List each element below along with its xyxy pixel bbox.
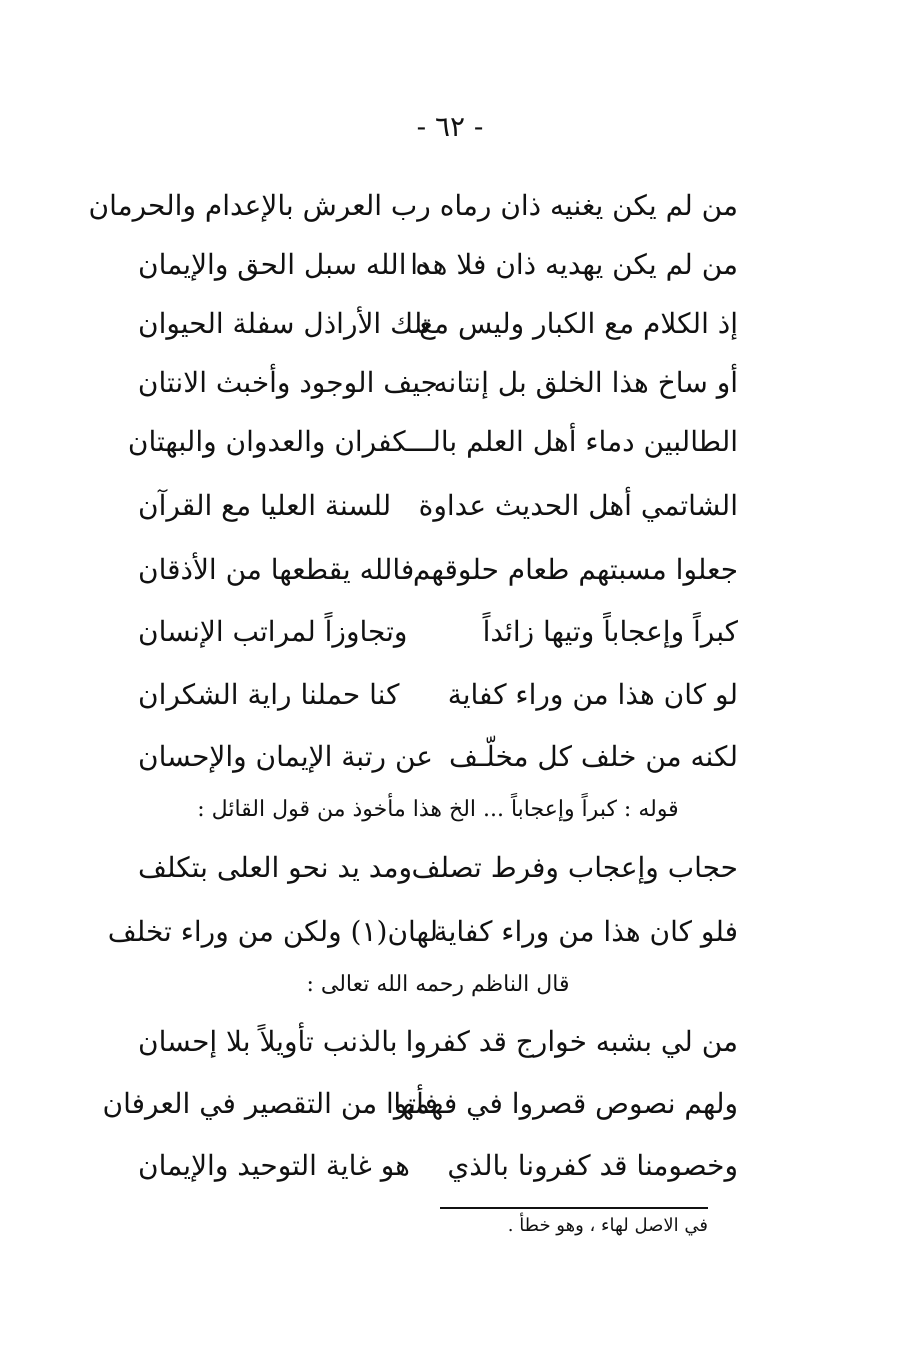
quoted-verse-line bbox=[107, 907, 738, 957]
poet-intro: قال الناظم رحمه الله تعالى : bbox=[306, 972, 570, 997]
verse-second-hemistich: كنا حملنا راية الشكران bbox=[138, 678, 400, 711]
verse-line bbox=[88, 181, 738, 231]
verse-line bbox=[138, 299, 738, 349]
verse-first-hemistich: حجاب وإعجاب وفرط تصلف bbox=[411, 851, 738, 884]
verse-second-hemistich: وتجاوزاً لمراتب الإنسان bbox=[138, 615, 408, 648]
verse-first-hemistich: فلو كان هذا من وراء كفاية bbox=[433, 915, 738, 948]
verse-line bbox=[138, 240, 738, 290]
verse-line bbox=[138, 358, 738, 408]
verse-first-hemistich: كبراً وإعجاباً وتيها زائداً bbox=[482, 615, 738, 648]
verse-second-hemistich: لهان(١) ولكن من وراء تخلف bbox=[107, 915, 438, 948]
verse-first-hemistich: إذ الكلام مع الكبار وليس مع bbox=[419, 307, 738, 340]
verse-first-hemistich: لكنه من خلف كل مخلّـف bbox=[449, 740, 738, 773]
verse-second-hemistich: فالله يقطعها من الأذقان bbox=[138, 553, 415, 586]
verse-first-hemistich: جعلوا مسبتهم طعام حلوقهم bbox=[412, 553, 738, 586]
footnote: في الاصل لهاء ، وهو خطأ . bbox=[507, 1215, 708, 1236]
verse-line bbox=[102, 1079, 738, 1129]
verse-second-hemistich: للسنة العليا مع القرآن bbox=[138, 489, 392, 522]
verse-second-hemistich: ه الله سبل الحق والإيمان bbox=[138, 248, 431, 281]
verse-line bbox=[138, 481, 738, 531]
verse-first-hemistich: الطالبين دماء أهل العلم بالـــكفران والعدوان والبهتان bbox=[127, 425, 738, 458]
quote-intro: قوله : كبراً وإعجاباً ... الخ هذا مأخوذ من قول القائل : bbox=[197, 797, 679, 822]
verse-second-hemistich: عن رتبة الإيمان والإحسان bbox=[138, 740, 433, 773]
verse-first-hemistich: وخصومنا قد كفرونا بالذي bbox=[447, 1149, 738, 1182]
quoted-verse-line bbox=[138, 843, 738, 893]
verse-line bbox=[138, 732, 738, 782]
verse-line bbox=[138, 1141, 738, 1191]
verse-first-hemistich: من لم يكن يهديه ذان فلا هدا bbox=[410, 248, 738, 281]
verse-first-hemistich: لو كان هذا من وراء كفاية bbox=[447, 678, 738, 711]
verse-line bbox=[127, 417, 738, 467]
verse-second-hemistich: بالذنب تأويلاً بلا إحسان bbox=[138, 1025, 398, 1058]
verse-line bbox=[138, 1017, 738, 1067]
page-number: - ٦٢ - bbox=[416, 110, 484, 143]
verse-second-hemistich: هو غاية التوحيد والإيمان bbox=[138, 1149, 410, 1182]
verse-first-hemistich: الشاتمي أهل الحديث عداوة bbox=[418, 489, 738, 522]
verse-second-hemistich: ومد يد نحو العلى بتكلف bbox=[138, 851, 413, 884]
verse-first-hemistich: ولهم نصوص قصروا في فهمها bbox=[393, 1087, 738, 1120]
verse-line bbox=[138, 607, 738, 657]
verse-first-hemistich: من لم يكن يغنيه ذان رماه رب العرش بالإعدام والحرمان bbox=[88, 189, 738, 222]
verse-line bbox=[138, 670, 738, 720]
verse-first-hemistich: من لي بشبه خوارج قد كفروا bbox=[405, 1025, 738, 1058]
verse-second-hemistich: تلك الأراذل سفلة الحيوان bbox=[138, 307, 431, 340]
verse-second-hemistich: فأتوا من التقصير في العرفان bbox=[102, 1087, 438, 1120]
footnote-divider bbox=[440, 1207, 708, 1209]
verse-second-hemistich: جيف الوجود وأخبث الانتان bbox=[137, 366, 438, 399]
verse-line bbox=[138, 545, 738, 595]
verse-first-hemistich: أو ساخ هذا الخلق بل إنتانه bbox=[433, 366, 738, 399]
